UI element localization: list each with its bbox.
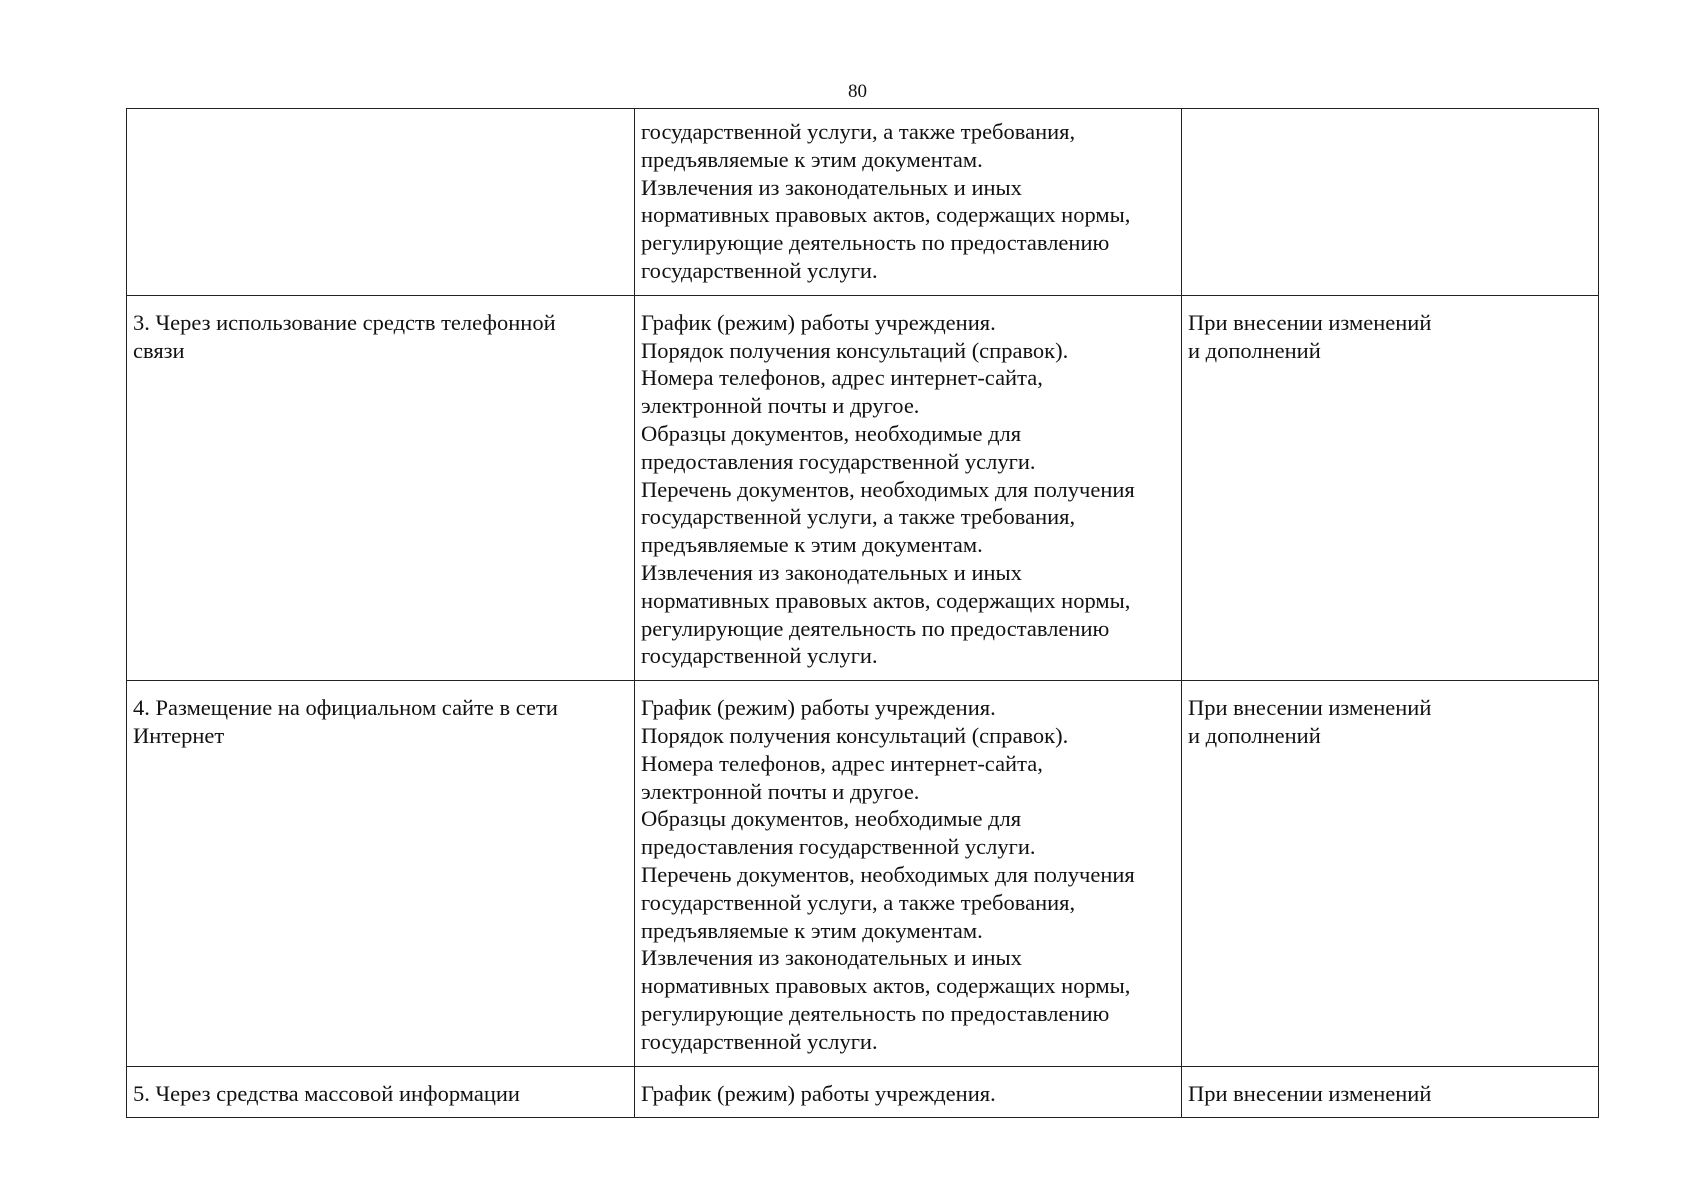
cell-text-line: При внесении изменений	[1188, 309, 1432, 335]
period-cell	[1182, 109, 1599, 296]
cell-text-line: Перечень документов, необходимых для получения	[641, 476, 1135, 502]
cell-text-line: При внесении изменений	[1188, 1080, 1432, 1106]
cell-text-line: и дополнений	[1188, 722, 1321, 748]
cell-text-line: Извлечения из законодательных и иных	[641, 174, 1022, 200]
method-cell	[127, 1066, 635, 1118]
cell-text-line: Образцы документов, необходимые для	[641, 420, 1022, 446]
cell-text-line: Извлечения из законодательных и иных	[641, 945, 1022, 971]
period-cell	[1182, 295, 1599, 680]
cell-text-line: электронной почты и другое.	[641, 778, 920, 804]
content-cell	[635, 1066, 1182, 1118]
cell-text-line: Порядок получения консультаций (справок).	[641, 722, 1069, 748]
cell-text-line: График (режим) работы учреждения.	[641, 309, 996, 335]
cell-text-line: Перечень документов, необходимых для получения	[641, 861, 1135, 887]
cell-text-line: предоставления государственной услуги.	[641, 834, 1036, 860]
info-table	[126, 108, 1599, 1118]
cell-text-line: предъявляемые к этим документам.	[641, 532, 983, 558]
cell-text-line: электронной почты и другое.	[641, 393, 920, 419]
cell-text-line: График (режим) работы учреждения.	[641, 695, 996, 721]
content-cell	[635, 681, 1182, 1066]
content-cell	[635, 109, 1182, 296]
cell-text-line: государственной услуги, а также требования,	[641, 119, 1076, 144]
cell-text-line: Извлечения из законодательных и иных	[641, 559, 1022, 585]
method-cell	[127, 109, 635, 296]
table-row	[127, 681, 1599, 1066]
cell-text-line: и дополнений	[1188, 337, 1321, 363]
cell-text-line: государственной услуги.	[641, 1028, 878, 1054]
cell-text-line: Интернет	[133, 722, 225, 748]
cell-text-line: Номера телефонов, адрес интернет-сайта,	[641, 365, 1043, 391]
cell-text-line: нормативных правовых актов, содержащих нормы,	[641, 202, 1131, 228]
cell-text-line: регулирующие деятельность по предоставлению	[641, 230, 1110, 256]
cell-text-line: нормативных правовых актов, содержащих нормы,	[641, 587, 1131, 613]
cell-text-line: предъявляемые к этим документам.	[641, 917, 983, 943]
table-row	[127, 1066, 1599, 1118]
cell-text-line: Номера телефонов, адрес интернет-сайта,	[641, 750, 1043, 776]
method-cell	[127, 295, 635, 680]
cell-text-line: связи	[133, 337, 185, 363]
method-cell	[127, 681, 635, 1066]
cell-text-line: государственной услуги.	[641, 643, 878, 669]
cell-text-line: государственной услуги, а также требования,	[641, 504, 1076, 530]
cell-text-line: государственной услуги, а также требования,	[641, 889, 1076, 915]
table-row	[127, 295, 1599, 680]
page-number: 80	[848, 81, 867, 102]
cell-text-line: Образцы документов, необходимые для	[641, 806, 1022, 832]
cell-text-line: государственной услуги.	[641, 257, 878, 283]
cell-text-line: 4. Размещение на официальном сайте в сети	[133, 695, 558, 721]
cell-text-line: регулирующие деятельность по предоставлению	[641, 615, 1110, 641]
cell-text-line: нормативных правовых актов, содержащих нормы,	[641, 973, 1131, 999]
cell-text-line: регулирующие деятельность по предоставлению	[641, 1000, 1110, 1026]
period-cell	[1182, 1066, 1599, 1118]
cell-text-line: Порядок получения консультаций (справок).	[641, 337, 1069, 363]
cell-text-line: График (режим) работы учреждения.	[641, 1080, 996, 1106]
content-cell	[635, 295, 1182, 680]
cell-text-line: предоставления государственной услуги.	[641, 448, 1036, 474]
table-row	[127, 109, 1599, 296]
cell-text-line: При внесении изменений	[1188, 695, 1432, 721]
cell-text-line: предъявляемые к этим документам.	[641, 146, 983, 172]
period-cell	[1182, 681, 1599, 1066]
cell-text-line: 5. Через средства массовой информации	[133, 1080, 520, 1106]
cell-text-line: 3. Через использование средств телефонной	[133, 309, 556, 335]
